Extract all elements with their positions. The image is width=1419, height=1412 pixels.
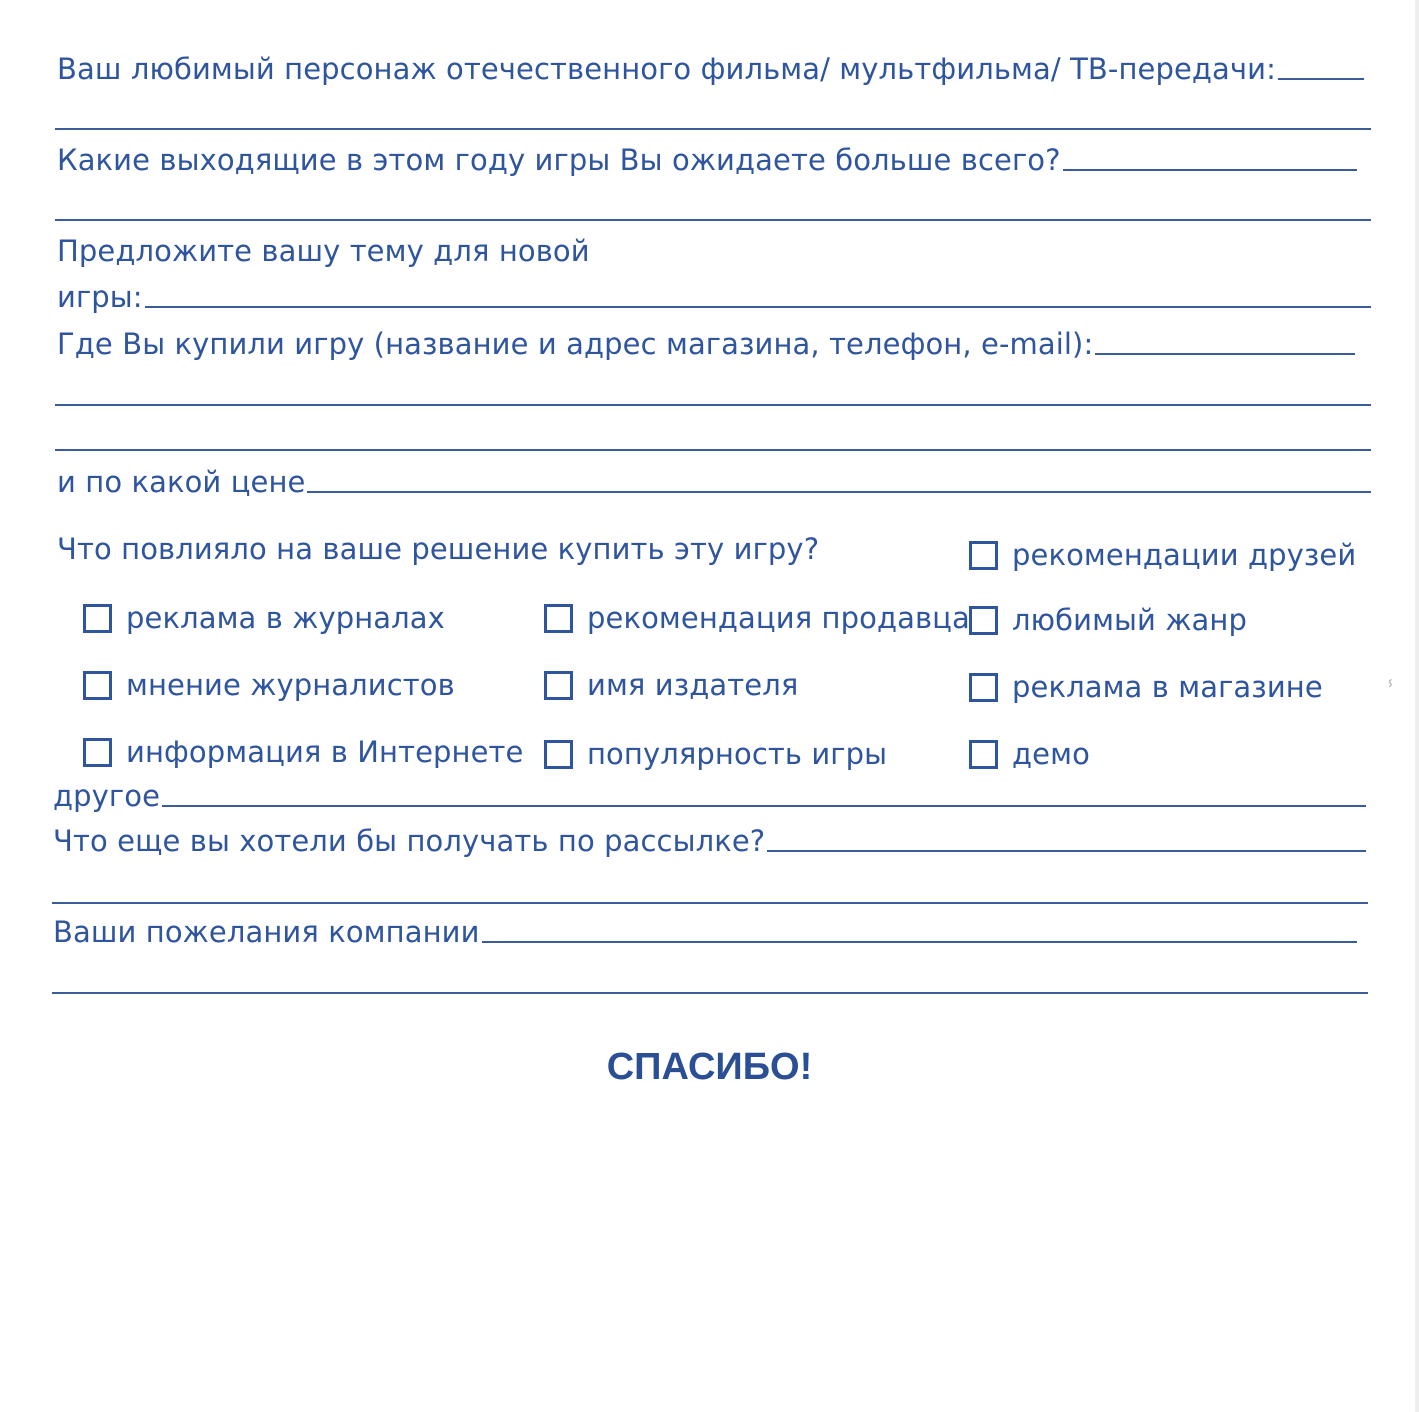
option-friends-checkbox[interactable] (969, 541, 998, 570)
new-theme-label-1: Предложите вашу тему для новой (57, 234, 590, 268)
option-popularity[interactable] (544, 737, 887, 771)
option-store-ads-label: реклама в магазине (1012, 670, 1323, 704)
option-popularity-label: популярность игры (587, 737, 888, 771)
where-bought-field[interactable] (1095, 353, 1355, 355)
option-genre-checkbox[interactable] (969, 606, 998, 635)
expected-games-label: Какие выходящие в этом году игры Вы ожидаете больше всего? (57, 143, 1061, 177)
wishes-line-2[interactable] (52, 992, 1368, 994)
where-bought-line-2[interactable] (55, 404, 1371, 406)
option-journalists-label: мнение журналистов (126, 668, 455, 702)
new-theme-row-1 (57, 234, 590, 268)
scan-mark: ⸯ (1384, 682, 1397, 707)
option-demo-checkbox[interactable] (969, 740, 998, 769)
option-magazine-ads-checkbox[interactable] (83, 604, 112, 633)
option-journalists[interactable] (83, 668, 455, 702)
mailing-field[interactable] (767, 850, 1366, 852)
thanks-heading: СПАСИБО! (606, 1046, 813, 1088)
expected-games-line-2[interactable] (55, 219, 1371, 221)
option-demo[interactable] (969, 737, 1090, 771)
other-label: другое (53, 779, 161, 813)
option-publisher-checkbox[interactable] (544, 671, 573, 700)
influence-label: Что повлияло на ваше решение купить эту игру? (57, 532, 820, 566)
mailing-line-2[interactable] (52, 902, 1368, 904)
favorite-character-row (57, 52, 1364, 86)
influence-row (57, 532, 819, 566)
option-friends[interactable] (969, 538, 1356, 572)
option-seller-checkbox[interactable] (544, 604, 573, 633)
option-magazine-ads-label: реклама в журналах (126, 601, 445, 635)
option-internet-checkbox[interactable] (83, 738, 112, 767)
favorite-character-field[interactable] (1278, 78, 1364, 80)
option-store-ads[interactable] (969, 670, 1323, 704)
where-bought-line-3[interactable] (55, 449, 1371, 451)
favorite-character-line-2[interactable] (55, 128, 1371, 130)
wishes-row (53, 915, 1357, 949)
option-seller[interactable] (544, 601, 970, 635)
option-popularity-checkbox[interactable] (544, 740, 573, 769)
option-publisher[interactable] (544, 668, 798, 702)
where-bought-row (57, 327, 1355, 361)
option-internet[interactable] (83, 735, 524, 769)
page-edge (1415, 0, 1419, 1412)
new-theme-field[interactable] (145, 306, 1371, 308)
other-field[interactable] (162, 805, 1366, 807)
option-genre[interactable] (969, 603, 1247, 637)
price-label: и по какой цене (57, 465, 306, 499)
option-magazine-ads[interactable] (83, 601, 445, 635)
expected-games-field[interactable] (1063, 169, 1357, 171)
new-theme-row-2 (57, 280, 1371, 314)
favorite-character-label: Ваш любимый персонаж отечественного фильма/ мультфильма/ ТВ-передачи: (57, 52, 1276, 86)
wishes-field[interactable] (482, 941, 1357, 943)
new-theme-label-2: игры: (57, 280, 143, 314)
price-field[interactable] (307, 491, 1371, 493)
option-publisher-label: имя издателя (587, 668, 799, 702)
option-internet-label: информация в Интернете (126, 735, 524, 769)
option-store-ads-checkbox[interactable] (969, 673, 998, 702)
mailing-label: Что еще вы хотели бы получать по рассылке? (53, 824, 766, 858)
option-demo-label: демо (1012, 737, 1090, 771)
option-journalists-checkbox[interactable] (83, 671, 112, 700)
mailing-row (53, 824, 1366, 858)
where-bought-label: Где Вы купили игру (название и адрес магазина, телефон, e-mail): (57, 327, 1094, 361)
other-row (53, 779, 1366, 813)
expected-games-row (57, 143, 1357, 177)
option-genre-label: любимый жанр (1012, 603, 1247, 637)
option-seller-label: рекомендация продавца (587, 601, 970, 635)
price-row (57, 465, 1371, 499)
option-friends-label: рекомендации друзей (1012, 538, 1357, 572)
wishes-label: Ваши пожелания компании (53, 915, 480, 949)
